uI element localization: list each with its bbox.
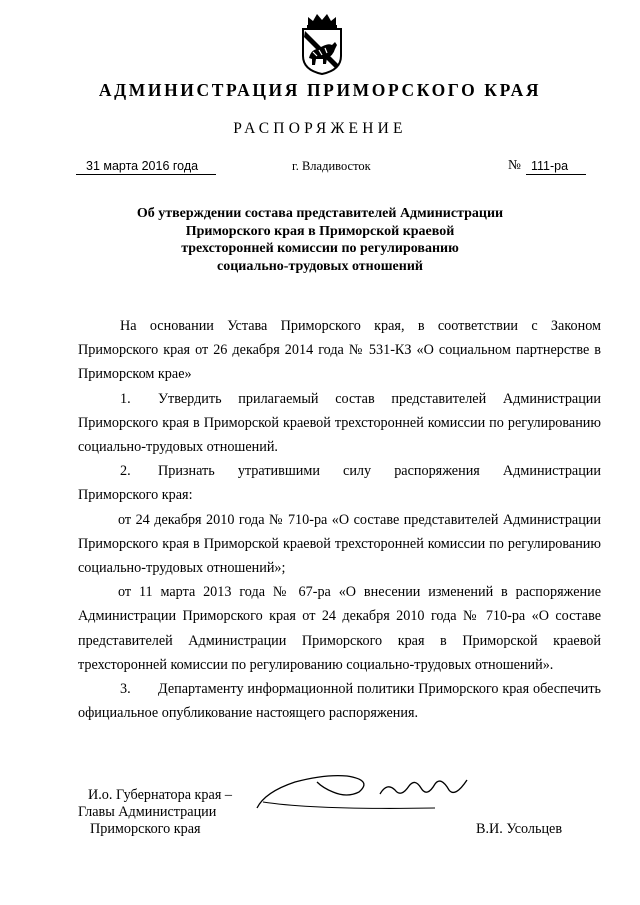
signer-name: В.И. Усольцев xyxy=(476,821,563,837)
document-number: 111-ра xyxy=(531,159,569,173)
position-line: Главы Администрации xyxy=(78,804,217,820)
item-2-number: 2. xyxy=(120,463,131,480)
coat-of-arms-icon xyxy=(299,12,345,76)
item-3-text: Департаменту информационной политики Приморского края обеспечить официальное опубликование настоящего распоряжения. xyxy=(78,681,601,722)
item-2-paragraph xyxy=(78,459,601,507)
heading-line: Приморского края в Приморской краевой xyxy=(185,223,455,239)
item-2-text: Признать утратившими силу распоряжения Администрации Приморского края: xyxy=(78,463,601,504)
item-3-number: 3. xyxy=(120,681,131,698)
number-underline xyxy=(526,174,586,175)
item-3-paragraph xyxy=(78,677,601,725)
item-2-subitem-a: от 24 декабря 2010 года № 710-ра «О составе представителей Администрации Приморского края в Приморской краевой трехсторонней комиссии по регулированию социально-трудовых отношений»; xyxy=(78,511,601,577)
document-date: 31 марта 2016 года xyxy=(86,159,199,173)
organization-title: АДМИНИСТРАЦИЯ ПРИМОРСКОГО КРАЯ xyxy=(98,80,542,100)
heading-line: социально-трудовых отношений xyxy=(217,258,423,274)
document-type: РАСПОРЯЖЕНИЕ xyxy=(233,120,407,137)
item-2-subitem-b: от 11 марта 2013 года № 67-ра «О внесении изменений в распоряжение Администрации Приморского края от 24 декабря 2010 года № 710-ра «О составе представителей Администрации Приморского края в Приморской краевой трехсторонней комиссии по регулированию социально-трудовых отношений». xyxy=(78,584,601,673)
position-line: И.о. Губернатора края – xyxy=(88,787,232,803)
document-city: г. Владивосток xyxy=(292,159,371,173)
preamble-paragraph: На основании Устава Приморского края, в соответствии с Законом Приморского края от 26 декабря 2014 года № 531-КЗ «О социальном партнерстве в Приморском крае» xyxy=(78,318,601,383)
item-1-paragraph xyxy=(78,387,601,460)
document-body xyxy=(78,314,601,725)
item-1-text: Утвердить прилагаемый состав представителей Администрации Приморского края в Приморской краевой трехсторонней комиссии по регулированию социально-трудовых отношений. xyxy=(78,390,601,456)
position-line: Приморского края xyxy=(90,821,201,837)
signatory-position xyxy=(78,787,232,838)
date-underline xyxy=(76,174,216,175)
heading-line: трехсторонней комиссии по регулированию xyxy=(181,241,459,257)
document-heading xyxy=(100,205,540,275)
number-sign: № xyxy=(508,157,521,172)
heading-line: Об утверждении состава представителей Администрации xyxy=(136,206,504,221)
handwritten-signature-icon xyxy=(255,768,515,816)
item-1-number: 1. xyxy=(120,390,131,407)
